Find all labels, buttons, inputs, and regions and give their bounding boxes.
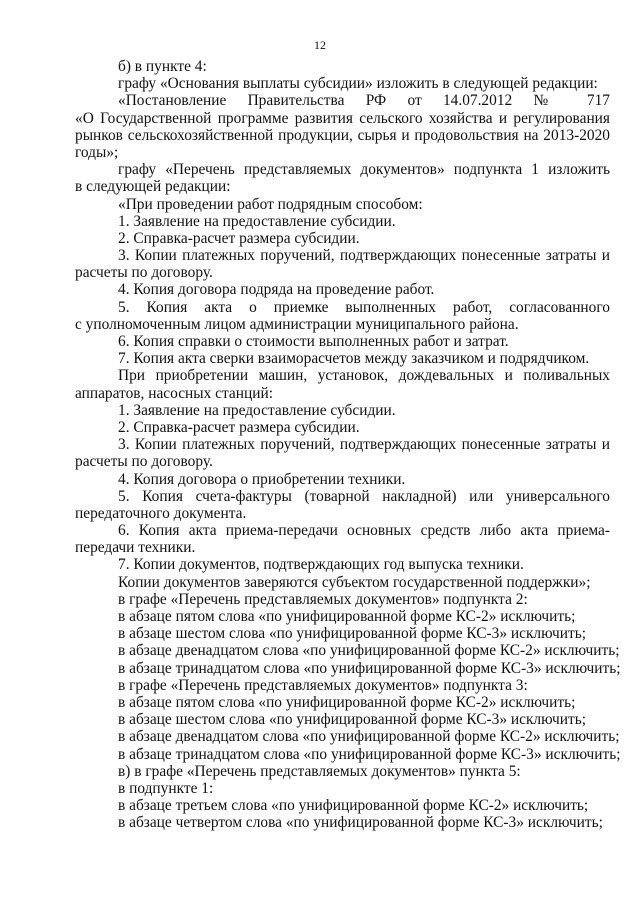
text-line: аппаратов, насосных станций: — [75, 384, 273, 402]
text-line: передаточного документа. — [75, 504, 247, 522]
text-line: в абзаце шестом слова «по унифицированной форме КС-3» исключить; — [118, 625, 587, 643]
text-line: расчеты по договору. — [75, 264, 213, 282]
text-line: 4. Копия договора о приобретении техники. — [118, 470, 406, 488]
text-line: в абзаце тринадцатом слова «по унифицированной форме КС-3» исключить; — [118, 745, 621, 763]
text-line: Копии документов заверяются субъектом государственной поддержки»; — [118, 573, 591, 591]
text-line: б) в пункте 4: — [118, 58, 207, 75]
text-line: в абзаце четвертом слова «по унифицированной форме КС-3» исключить; — [118, 814, 603, 832]
text-line: 2. Справка-расчет размера субсидии. — [118, 418, 360, 436]
text-line: в) в графе «Перечень представляемых документов» пункта 5: — [118, 762, 521, 780]
text-line: графу «Основания выплаты субсидии» изложить в следующей редакции: — [118, 75, 598, 93]
text-line: в абзаце шестом слова «по унифицированной форме КС-3» исключить; — [118, 711, 587, 729]
text-line: рынков сельскохозяйственной продукции, сырья и продовольствия на 2013-2020 — [75, 126, 610, 144]
text-line: в абзаце третьем слова «по унифицированной форме КС-2» исключить; — [118, 797, 589, 815]
text-line: 5. Копия акта о приемке выполненных работ, согласованного — [118, 298, 610, 316]
text-line: в подпункте 1: — [118, 779, 214, 797]
text-line: с уполномоченным лицом администрации муниципального района. — [75, 315, 519, 333]
text-line: 6. Копия справки о стоимости выполненных работ и затрат. — [118, 333, 509, 350]
text-line: годы»; — [75, 143, 119, 161]
text-line: 6. Копия акта приема-передачи основных средств либо акта приема- — [118, 522, 610, 540]
page-number: 12 — [314, 38, 326, 52]
text-line: 7. Копия акта сверки взаиморасчетов между заказчиком и подрядчиком. — [118, 350, 590, 368]
text-line: в абзаце тринадцатом слова «по унифицированной форме КС-3» исключить; — [118, 659, 621, 677]
text-line: в абзаце двенадцатом слова «по унифицированной форме КС-2» исключить; — [118, 642, 620, 660]
text-line: 1. Заявление на предоставление субсидии. — [118, 212, 396, 230]
text-line: 3. Копии платежных поручений, подтверждающих понесенные затраты и — [118, 247, 610, 265]
text-line: При приобретении машин, установок, дождевальных и поливальных — [118, 367, 610, 385]
text-line: в графе «Перечень представляемых документов» подпункта 3: — [118, 676, 528, 694]
text-line: в графе «Перечень представляемых документов» подпункта 2: — [118, 590, 528, 608]
text-line: в абзаце пятом слова «по унифицированной форме КС-2» исключить; — [118, 608, 576, 625]
text-line: 1. Заявление на предоставление субсидии. — [118, 401, 396, 419]
text-line: 5. Копия счета-фактуры (товарной накладной) или универсального — [118, 487, 610, 505]
document-body — [75, 58, 621, 832]
text-line: 7. Копии документов, подтверждающих год выпуска техники. — [118, 556, 524, 574]
text-line: «О Государственной программе развития сельского хозяйства и регулирования — [75, 109, 610, 127]
text-line: 3. Копии платежных поручений, подтверждающих понесенные затраты и — [118, 436, 610, 454]
text-line: 4. Копия договора подряда на проведение работ. — [118, 281, 435, 299]
text-line: в следующей редакции: — [75, 178, 231, 196]
text-line: передачи техники. — [75, 539, 196, 557]
text-line: в абзаце пятом слова «по унифицированной форме КС-2» исключить; — [118, 693, 576, 711]
text-line: «Постановление Правительства РФ от 14.07.2012 № 717 — [118, 92, 610, 110]
text-line: расчеты по договору. — [75, 453, 213, 471]
text-line: в абзаце двенадцатом слова «по унифицированной форме КС-2» исключить; — [118, 728, 620, 746]
text-line: «При проведении работ подрядным способом: — [118, 195, 423, 213]
text-line: графу «Перечень представляемых документов» подпункта 1 изложить — [118, 161, 610, 179]
text-line: 2. Справка-расчет размера субсидии. — [118, 229, 360, 247]
